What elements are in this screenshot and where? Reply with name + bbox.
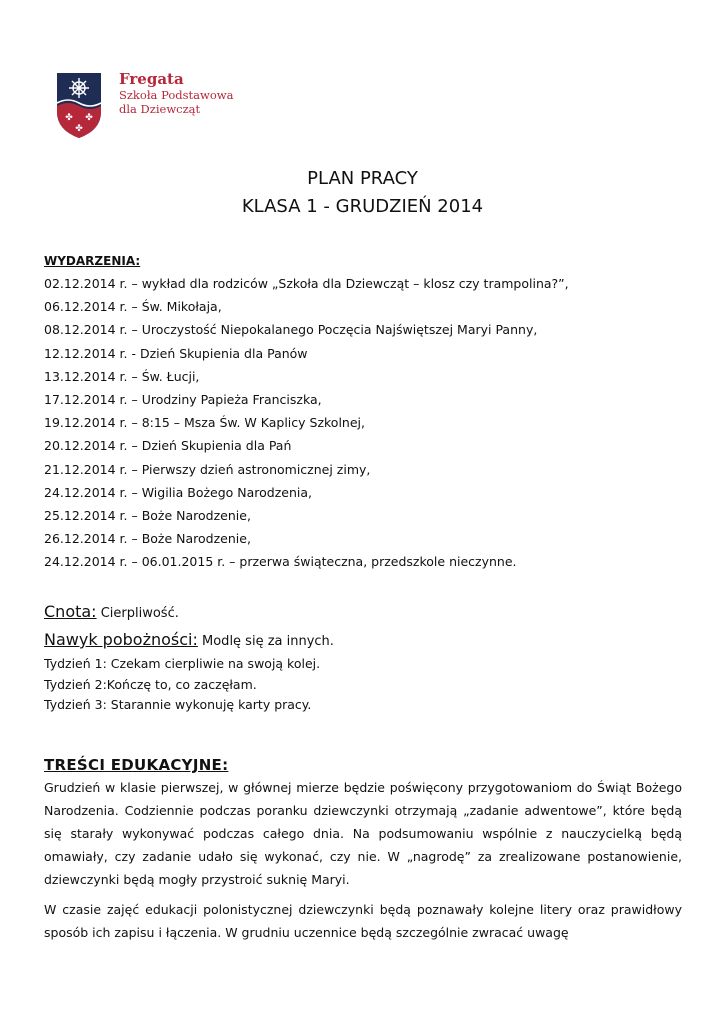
event-item: 21.12.2014 r. – Pierwszy dzień astronomicznej zimy, xyxy=(44,461,371,477)
event-item: 08.12.2014 r. – Uroczystość Niepokalanego Poczęcia Najświętszej Maryi Panny, xyxy=(44,322,538,338)
education-paragraph-2: W czasie zajęć edukacji polonistycznej dziewczynki będą poznawały kolejne litery oraz prawidłowy sposób ich zapisu i łączenia. W grudniu uczennice będą szczególnie zwracać uwagę xyxy=(44,902,682,940)
habit-value: Modlę się za innych. xyxy=(202,634,334,649)
event-item: 24.12.2014 r. – 06.01.2015 r. – przerwa świąteczna, przedszkole nieczynne. xyxy=(44,554,517,570)
brand-line-2: dla Dziewcząt xyxy=(119,102,201,116)
virtue-label: Cnota: xyxy=(44,602,97,621)
page-title: PLAN PRACY xyxy=(307,168,418,189)
school-brand xyxy=(119,70,233,116)
event-item: 24.12.2014 r. – Wigilia Bożego Narodzenia, xyxy=(44,484,313,500)
svg-text:✤: ✤ xyxy=(65,113,73,123)
habit-weeks xyxy=(44,654,320,716)
event-item: 06.12.2014 r. – Św. Mikołaja, xyxy=(44,299,222,315)
svg-text:✤: ✤ xyxy=(85,113,93,123)
event-item: 13.12.2014 r. – Św. Łucji, xyxy=(44,368,200,384)
week-item: Tydzień 1: Czekam cierpliwie na swoją kolej. xyxy=(44,656,321,671)
education-heading: TREŚCI EDUKACYJNE: xyxy=(44,756,229,774)
event-item: 02.12.2014 r. – wykład dla rodziców „Szkoła dla Dziewcząt – klosz czy trampolina?”, xyxy=(44,276,569,291)
week-item: Tydzień 2:Kończę to, co zaczęłam. xyxy=(44,676,257,692)
week-item: Tydzień 3: Starannie wykonuję karty pracy. xyxy=(44,697,312,712)
events-list xyxy=(44,272,704,573)
event-item: 17.12.2014 r. – Urodziny Papieża Franciszka, xyxy=(44,391,322,407)
event-item: 12.12.2014 r. - Dzień Skupienia dla Panów xyxy=(44,345,308,361)
virtue-line xyxy=(44,602,179,621)
brand-line-1: Szkoła Podstawowa xyxy=(119,88,234,102)
virtue-value: Cierpliwość. xyxy=(100,606,179,621)
habit-line xyxy=(44,630,334,649)
habit-label: Nawyk pobożności: xyxy=(44,630,198,649)
svg-text:✤: ✤ xyxy=(75,124,83,134)
event-item: 25.12.2014 r. – Boże Narodzenie, xyxy=(44,507,251,523)
events-heading: WYDARZENIA: xyxy=(44,254,141,268)
school-crest-logo xyxy=(54,70,104,140)
page-subtitle: KLASA 1 - GRUDZIEŃ 2014 xyxy=(241,196,484,217)
event-item: 26.12.2014 r. – Boże Narodzenie, xyxy=(44,531,251,547)
education-paragraph-1: Grudzień w klasie pierwszej, w głównej mierze będzie poświęcony przygotowaniom do Świąt Bożego Narodzenia. Codziennie podczas poranku dziewczynki otrzymają „zadanie adwentowe”, które będą się starały wykonywać podczas całego dnia. Na podsumowaniu wspólnie z nauczycielką będą omawiały, czy zadanie udało się wykonać, czy nie. W „nagrodę” za zrealizowane postanowienie, dziewczynki będą mogły przystroić suknię Maryi. xyxy=(44,780,682,887)
event-item: 20.12.2014 r. – Dzień Skupienia dla Pań xyxy=(44,438,292,454)
brand-name: Fregata xyxy=(119,70,184,88)
event-item: 19.12.2014 r. – 8:15 – Msza Św. W Kaplicy Szkolnej, xyxy=(44,415,365,431)
